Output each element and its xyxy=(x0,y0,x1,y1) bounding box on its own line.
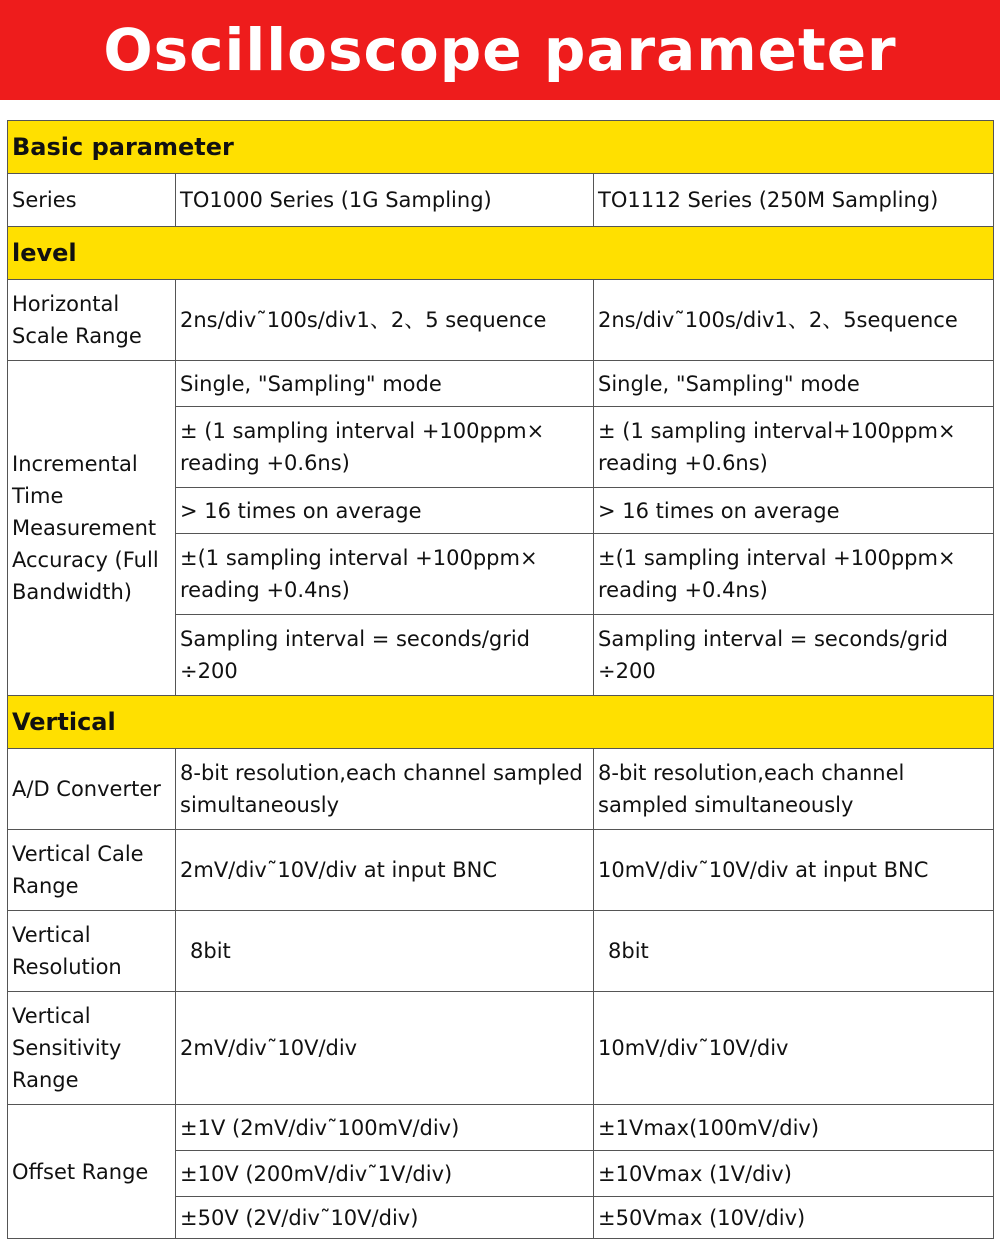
cell-to1112: 8-bit resolution,each channel sampled simultaneously xyxy=(594,749,994,830)
cell-to1112: 8bit xyxy=(594,911,994,992)
table-row xyxy=(8,696,994,749)
cell-to1112: 10mV/div˜10V/div xyxy=(594,992,994,1105)
cell-to1000: ±10V (200mV/div˜1V/div) xyxy=(176,1151,594,1197)
table-row xyxy=(8,174,994,227)
cell-to1000: ± (1 sampling interval +100ppm× reading +0.6ns) xyxy=(176,407,594,488)
cell-to1112: Sampling interval = seconds/grid ÷200 xyxy=(594,615,994,696)
cell-to1000: 8-bit resolution,each channel sampled simultaneously xyxy=(176,749,594,830)
cell-to1112: ±(1 sampling interval +100ppm× reading +0.4ns) xyxy=(594,534,994,615)
table-row xyxy=(8,361,994,407)
table-row xyxy=(8,1105,994,1151)
row-label: Horizontal Scale Range xyxy=(8,280,176,361)
cell-to1112: Single, "Sampling" mode xyxy=(594,361,994,407)
row-label: Vertical Sensitivity Range xyxy=(8,992,176,1105)
cell-to1112: ±50Vmax (10V/div) xyxy=(594,1197,994,1239)
section-header-level: level xyxy=(8,227,994,280)
row-label: A/D Converter xyxy=(8,749,176,830)
cell-to1000: ±1V (2mV/div˜100mV/div) xyxy=(176,1105,594,1151)
cell-to1112: 10mV/div˜10V/div at input BNC xyxy=(594,830,994,911)
cell-to1112: ± (1 sampling interval+100ppm× reading +0.6ns) xyxy=(594,407,994,488)
cell-to1000: 2ns/div˜100s/div1、2、5 sequence xyxy=(176,280,594,361)
cell-to1000: ±(1 sampling interval +100ppm× reading +0.4ns) xyxy=(176,534,594,615)
title-banner xyxy=(0,0,1000,100)
cell-to1112: TO1112 Series (250M Sampling) xyxy=(594,174,994,227)
table-row xyxy=(8,830,994,911)
table-row xyxy=(8,992,994,1105)
cell-to1112: > 16 times on average xyxy=(594,488,994,534)
cell-to1000: Sampling interval = seconds/grid ÷200 xyxy=(176,615,594,696)
table-row xyxy=(8,121,994,174)
page-title: Oscilloscope parameter xyxy=(103,16,897,84)
cell-to1000: 2mV/div˜10V/div xyxy=(176,992,594,1105)
table-row xyxy=(8,749,994,830)
table-row xyxy=(8,280,994,361)
cell-to1112: 2ns/div˜100s/div1、2、5sequence xyxy=(594,280,994,361)
row-label: Series xyxy=(8,174,176,227)
cell-to1000: ±50V (2V/div˜10V/div) xyxy=(176,1197,594,1239)
cell-to1000: TO1000 Series (1G Sampling) xyxy=(176,174,594,227)
row-label: Offset Range xyxy=(8,1105,176,1239)
cell-to1000: Single, "Sampling" mode xyxy=(176,361,594,407)
row-label: Vertical Cale Range xyxy=(8,830,176,911)
spec-table xyxy=(7,120,994,1239)
row-label: Vertical Resolution xyxy=(8,911,176,992)
cell-to1112: ±10Vmax (1V/div) xyxy=(594,1151,994,1197)
table-row xyxy=(8,911,994,992)
row-label: Incremental Time Measurement Accuracy (Full Bandwidth) xyxy=(8,361,176,696)
cell-to1112: ±1Vmax(100mV/div) xyxy=(594,1105,994,1151)
section-header-vertical: Vertical xyxy=(8,696,994,749)
table-row xyxy=(8,227,994,280)
cell-to1000: 2mV/div˜10V/div at input BNC xyxy=(176,830,594,911)
section-header-basic: Basic parameter xyxy=(8,121,994,174)
cell-to1000: 8bit xyxy=(176,911,594,992)
cell-to1000: > 16 times on average xyxy=(176,488,594,534)
